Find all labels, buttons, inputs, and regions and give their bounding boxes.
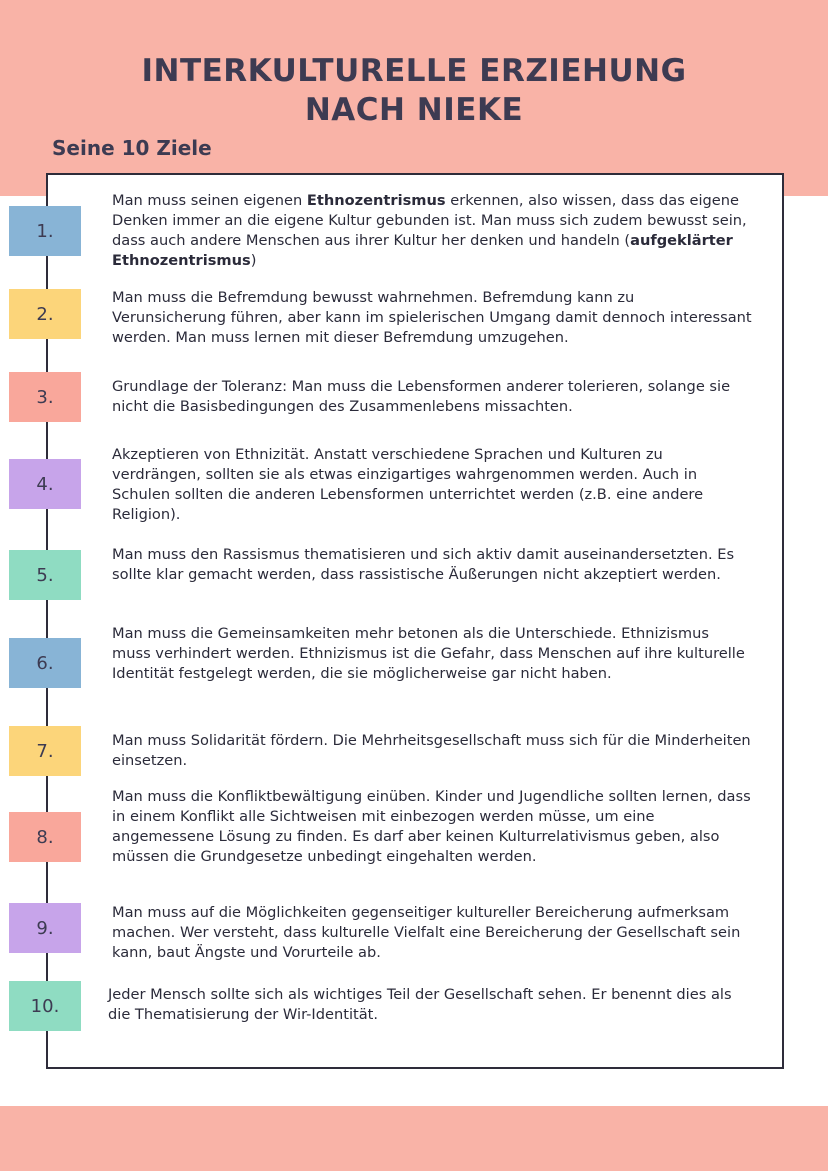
title-line-1: INTERKULTURELLE ERZIEHUNG bbox=[141, 53, 687, 89]
bottom-band bbox=[0, 1106, 828, 1171]
goal-text: Man muss den Rassismus thematisieren und sich aktiv damit auseinandersetzten. Es sollte klar gemacht werden, dass rassistische Äußerungen nicht akzeptiert werden. bbox=[112, 546, 735, 583]
goal-text: Man muss Solidarität fördern. Die Mehrheitsgesellschaft muss sich für die Minderheiten einsetzen. bbox=[112, 732, 751, 769]
goal-number: 9. bbox=[36, 917, 54, 939]
goal-number: 7. bbox=[36, 740, 54, 762]
goal-marker bbox=[9, 289, 81, 339]
goal-number: 5. bbox=[36, 564, 54, 586]
goal-marker bbox=[9, 550, 81, 600]
goal-text: Jeder Mensch sollte sich als wichtiges Teil der Gesellschaft sehen. Er benennt dies als die Thematisierung der Wir-Identität. bbox=[108, 986, 732, 1023]
goal-text: Man muss auf die Möglichkeiten gegenseitiger kultureller Bereicherung aufmerksam machen. Wer versteht, dass kulturelle Vielfalt eine Bereicherung der Gesellschaft sein kann, baut Ängste und Vorurteile ab. bbox=[112, 904, 741, 961]
page-subtitle: Seine 10 Ziele bbox=[52, 136, 212, 160]
goal-text: Man muss die Konfliktbewältigung einüben. Kinder und Jugendliche sollten lernen, dass in einem Konflikt alle Sichtweisen mit einbezogen werden müsse, um eine angemessene Lösung zu finden. Es darf aber keinen Kulturrelativismus geben, also müssen die Grundgesetze unbedingt eingehalten werden. bbox=[112, 788, 751, 865]
goal-marker bbox=[9, 903, 81, 953]
title-line-2: NACH NIEKE bbox=[304, 92, 524, 128]
goal-marker bbox=[9, 459, 81, 509]
goal-text: Man muss seinen eigenen Ethnozentrismus erkennen, also wissen, dass das eigene Denken immer an die eigene Kultur gebunden ist. Man muss sich zudem bewusst sein, dass auch andere Menschen aus ihrer Kultur her denken und handeln (aufgeklärter Ethnozentrismus) bbox=[112, 192, 747, 269]
goal-number: 4. bbox=[36, 473, 54, 495]
goal-marker bbox=[9, 726, 81, 776]
goal-number: 6. bbox=[36, 652, 54, 674]
goal-text: Man muss die Befremdung bewusst wahrnehmen. Befremdung kann zu Verunsicherung führen, aber kann im spielerischen Umgang damit dennoch interessant werden. Man muss lernen mit dieser Befremdung umzugehen. bbox=[112, 289, 752, 346]
term-ethnozentrismus: Ethnozentrismus bbox=[306, 192, 446, 209]
goal-marker bbox=[9, 206, 81, 256]
goal-text: Akzeptieren von Ethnizität. Anstatt verschiedene Sprachen und Kulturen zu verdrängen, sollten sie als etwas einzigartiges wahrgenommen werden. Auch in Schulen sollten die anderen Lebensformen unterrichtet werden (z.B. eine andere Religion). bbox=[112, 446, 704, 523]
goal-marker bbox=[9, 372, 81, 422]
goal-number: 8. bbox=[36, 826, 54, 848]
goal-number: 3. bbox=[36, 386, 54, 408]
goal-number: 2. bbox=[36, 303, 54, 325]
page-title bbox=[0, 52, 828, 130]
goal-text: Grundlage der Toleranz: Man muss die Lebensformen anderer tolerieren, solange sie nicht die Basisbedingungen des Zusammenlebens missachten. bbox=[112, 378, 731, 415]
goal-marker bbox=[9, 812, 81, 862]
goal-number: 1. bbox=[36, 220, 54, 242]
goal-number: 10. bbox=[30, 995, 60, 1017]
goal-marker bbox=[9, 981, 81, 1031]
goal-text: Man muss die Gemeinsamkeiten mehr betonen als die Unterschiede. Ethnizismus muss verhindert werden. Ethnizismus ist die Gefahr, dass Menschen auf ihre kulturelle Identität festgelegt werden, die sie möglicherweise gar nicht haben. bbox=[112, 625, 745, 682]
term-aufgeklaerter-ethnozentrismus: aufgeklärter Ethnozentrismus bbox=[112, 232, 733, 269]
goal-marker bbox=[9, 638, 81, 688]
